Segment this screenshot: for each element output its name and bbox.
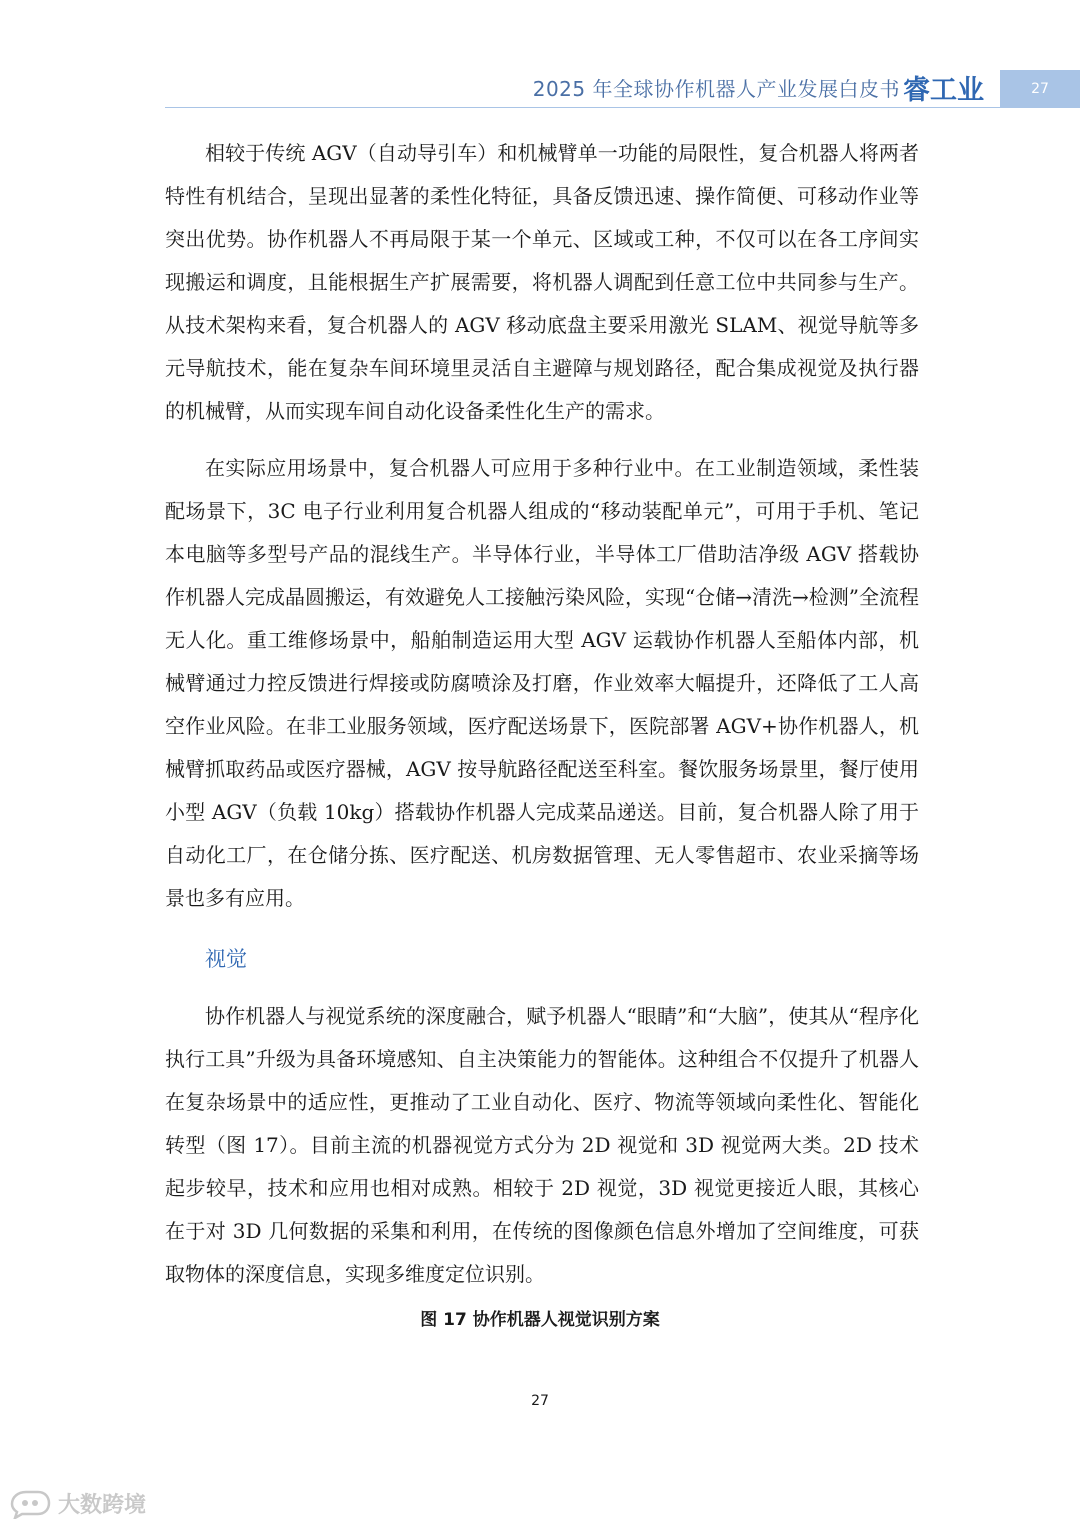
section-paragraph: 协作机器人与视觉系统的深度融合，赋予机器人“眼睛”和“大脑”，使其从“程序化执行工具”升级为具备环境感知、自主决策能力的智能体。这种组合不仅提升了机器人在复杂场景中的适应性，更推动了工业自动化、医疗、物流等领域向柔性化、智能化转型（图 17）。目前主流的机器视觉方式分为 2D 视觉和 3D 视觉两大类。2D 技术起步较早，技术和应用也相对成熟。相较于 2D 视觉，3D 视觉更接近人眼，其核心在于对 3D 几何数据的采集和利用，在传统的图像颜色信息外增加了空间维度，可获取物体的深度信息，实现多维度定位识别。 xyxy=(165,1004,919,1286)
body-paragraph-1: 相较于传统 AGV（自动导引车）和机械臂单一功能的局限性，复合机器人将两者特性有机结合，呈现出显著的柔性化特征，具备反馈迅速、操作简便、可移动作业等突出优势。协作机器人不再局限于某一个单元、区域或工种，不仅可以在各工序间实现搬运和调度，且能根据生产扩展需要，将机器人调配到任意工位中共同参与生产。从技术架构来看，复合机器人的 AGV 移动底盘主要采用激光 SLAM、视觉导航等多元导航技术，能在复杂车间环境里灵活自主避障与规划路径，配合集成视觉及执行器的机械臂，从而实现车间自动化设备柔性化生产的需求。 xyxy=(165,141,919,423)
watermark-text: 大数跨境 xyxy=(58,1493,147,1518)
section-heading-vision: 视觉 xyxy=(205,947,247,971)
watermark xyxy=(8,1488,146,1519)
page-header xyxy=(0,0,1080,130)
figure-caption: 图 17 协作机器人视觉识别方案 xyxy=(420,1310,660,1330)
header-divider xyxy=(165,107,1000,108)
body-content xyxy=(165,132,919,1296)
body-paragraph-2: 在实际应用场景中，复合机器人可应用于多种行业中。在工业制造领域，柔性装配场景下，3C 电子行业利用复合机器人组成的“移动装配单元”，可用于手机、笔记本电脑等多型号产品的混线生产。半导体行业，半导体工厂借助洁净级 AGV 搭载协作机器人完成晶圆搬运，有效避免人工接触污染风险，实现“仓储→清洗→检测”全流程无人化。重工维修场景中，船舶制造运用大型 AGV 运载协作机器人至船体内部，机械臂通过力控反馈进行焊接或防腐喷涂及打磨，作业效率大幅提升，还降低了工人高空作业风险。在非工业服务领域，医疗配送场景下，医院部署 AGV+协作机器人，机械臂抓取药品或医疗器械，AGV 按导航路径配送至科室。餐饮服务场景里，餐厅使用小型 AGV（负载 10kg）搭载协作机器人完成菜品递送。目前，复合机器人除了用于自动化工厂，在仓储分拣、医疗配送、机房数据管理、无人零售超市、农业采摘等场景也多有应用。 xyxy=(165,456,919,910)
brand-logo-text: 睿工业 xyxy=(903,75,984,106)
speech-bubble-logo-icon xyxy=(8,1489,52,1519)
page-number: 27 xyxy=(531,1393,549,1409)
document-title: 2025 年全球协作机器人产业发展白皮书 xyxy=(532,77,900,101)
header-page-number: 27 xyxy=(1000,70,1080,108)
